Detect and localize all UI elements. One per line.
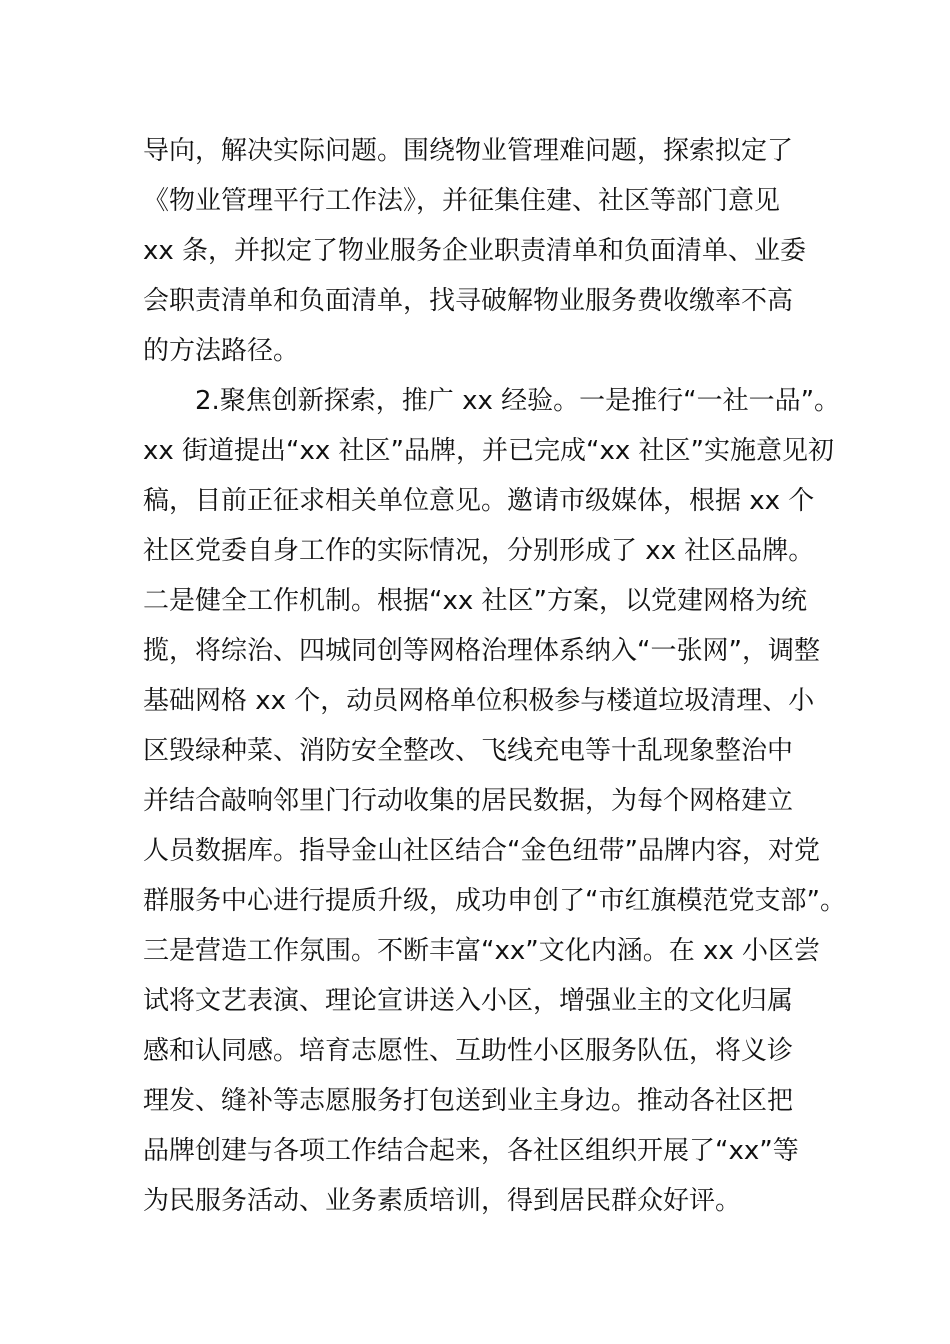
text-line: 社区党委自身工作的实际情况，分别形成了 xx 社区品牌。 <box>143 536 815 566</box>
text-line: 《物业管理平行工作法》，并征集住建、社区等部门意见 <box>143 186 781 216</box>
text-line: 二是健全工作机制。根据“xx 社区”方案，以党建网格为统 <box>143 586 807 616</box>
text-line: 基础网格 xx 个，动员网格单位积极参与楼道垃圾清理、小 <box>143 686 815 716</box>
text-line: 揽，将综治、四城同创等网格治理体系纳入“一张网”，调整 <box>143 636 820 666</box>
text-line: xx 街道提出“xx 社区”品牌，并已完成“xx 社区”实施意见初 <box>143 436 834 466</box>
text-line: 并结合敲响邻里门行动收集的居民数据，为每个网格建立 <box>143 786 794 816</box>
text-line: 人员数据库。指导金山社区结合“金色纽带”品牌内容，对党 <box>143 836 820 866</box>
text-line: 三是营造工作氛围。不断丰富“xx”文化内涵。在 xx 小区尝 <box>143 936 821 966</box>
text-line: 试将文艺表演、理论宣讲送入小区，增强业主的文化归属 <box>143 986 794 1016</box>
text-line: 理发、缝补等志愿服务打包送到业主身边。推动各社区把 <box>143 1086 794 1116</box>
text-line: 群服务中心进行提质升级，成功申创了“市红旗模范党支部”。 <box>143 886 846 916</box>
text-line: 区毁绿种菜、消防安全整改、飞线充电等十乱现象整治中 <box>143 736 794 766</box>
section-heading-line: 2.聚焦创新探索，推广 xx 经验。一是推行“一社一品”。 <box>195 386 841 416</box>
text-line: 感和认同感。培育志愿性、互助性小区服务队伍，将义诊 <box>143 1036 794 1066</box>
text-line: 会职责清单和负面清单，找寻破解物业服务费收缴率不高 <box>143 286 794 316</box>
text-line: 品牌创建与各项工作结合起来，各社区组织开展了“xx”等 <box>143 1136 799 1166</box>
text-line: 稿，目前正征求相关单位意见。邀请市级媒体，根据 xx 个 <box>143 486 815 516</box>
text-line: 为民服务活动、业务素质培训，得到居民群众好评。 <box>143 1186 742 1216</box>
text-line: 导向，解决实际问题。围绕物业管理难问题，探索拟定了 <box>143 136 794 166</box>
text-line: xx 条，并拟定了物业服务企业职责清单和负面清单、业委 <box>143 236 807 266</box>
text-line: 的方法路径。 <box>143 336 300 366</box>
document-body <box>143 126 846 1226</box>
